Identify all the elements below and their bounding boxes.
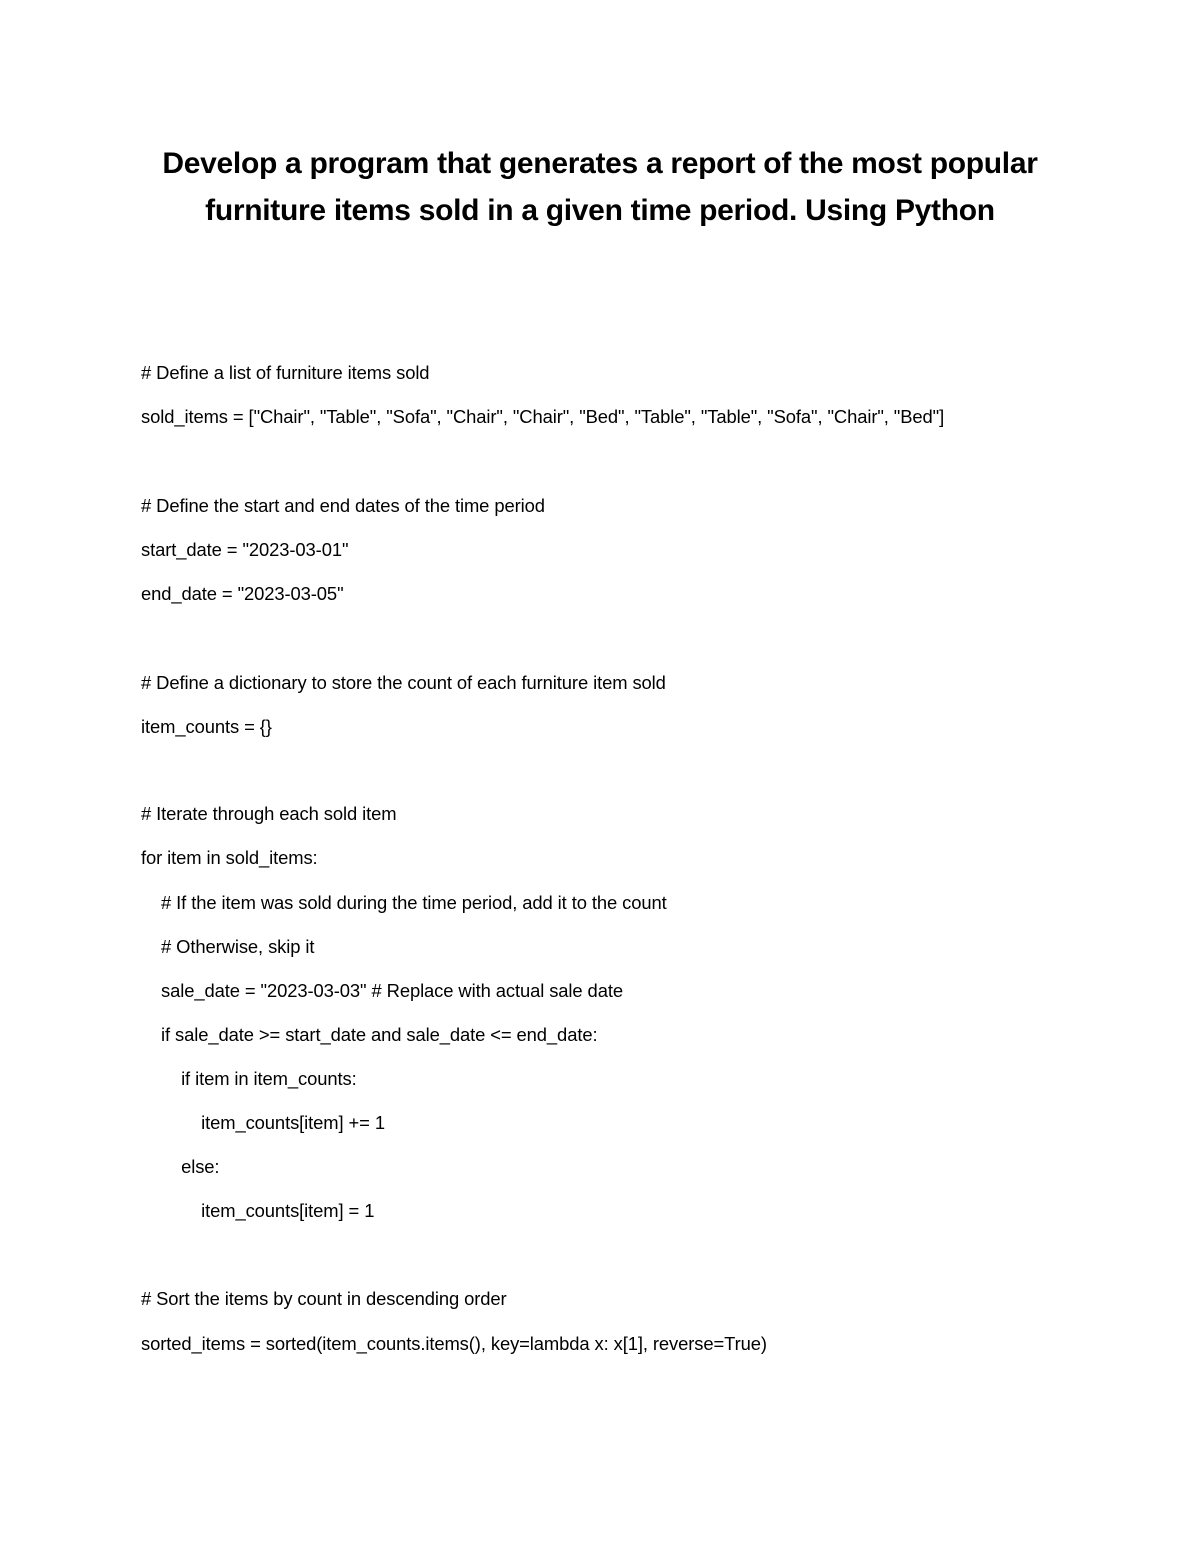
code-line: if item in item_counts:: [141, 1068, 357, 1089]
code-line: item_counts = {}: [141, 716, 272, 737]
code-line: # Define a dictionary to store the count of each furniture item sold: [141, 672, 666, 693]
code-line: # Otherwise, skip it: [141, 936, 315, 957]
code-line: item_counts[item] = 1: [141, 1200, 375, 1221]
code-line: # Sort the items by count in descending order: [141, 1288, 507, 1309]
document-title: Develop a program that generates a report of the most popular furniture items sold in a given time period. Using Python: [162, 147, 1038, 227]
code-line: start_date = "2023-03-01": [141, 539, 349, 560]
code-line: sold_items = ["Chair", "Table", "Sofa", "Chair", "Chair", "Bed", "Table", "Table", "Sofa", "Chair", "Bed"]: [141, 406, 945, 427]
code-line: sorted_items = sorted(item_counts.items(), key=lambda x: x[1], reverse=True): [141, 1333, 767, 1354]
code-line: item_counts[item] += 1: [141, 1112, 385, 1133]
code-line: for item in sold_items:: [141, 847, 318, 868]
code-line: # Define the start and end dates of the time period: [141, 495, 545, 516]
code-line: sale_date = "2023-03-03" # Replace with actual sale date: [141, 980, 623, 1001]
code-line: end_date = "2023-03-05": [141, 583, 344, 604]
code-line: if sale_date >= start_date and sale_date <= end_date:: [141, 1024, 598, 1045]
code-line: # Iterate through each sold item: [141, 803, 397, 824]
code-line: # If the item was sold during the time period, add it to the count: [141, 892, 667, 913]
code-line: else:: [141, 1156, 220, 1177]
code-line: # Define a list of furniture items sold: [141, 362, 430, 383]
